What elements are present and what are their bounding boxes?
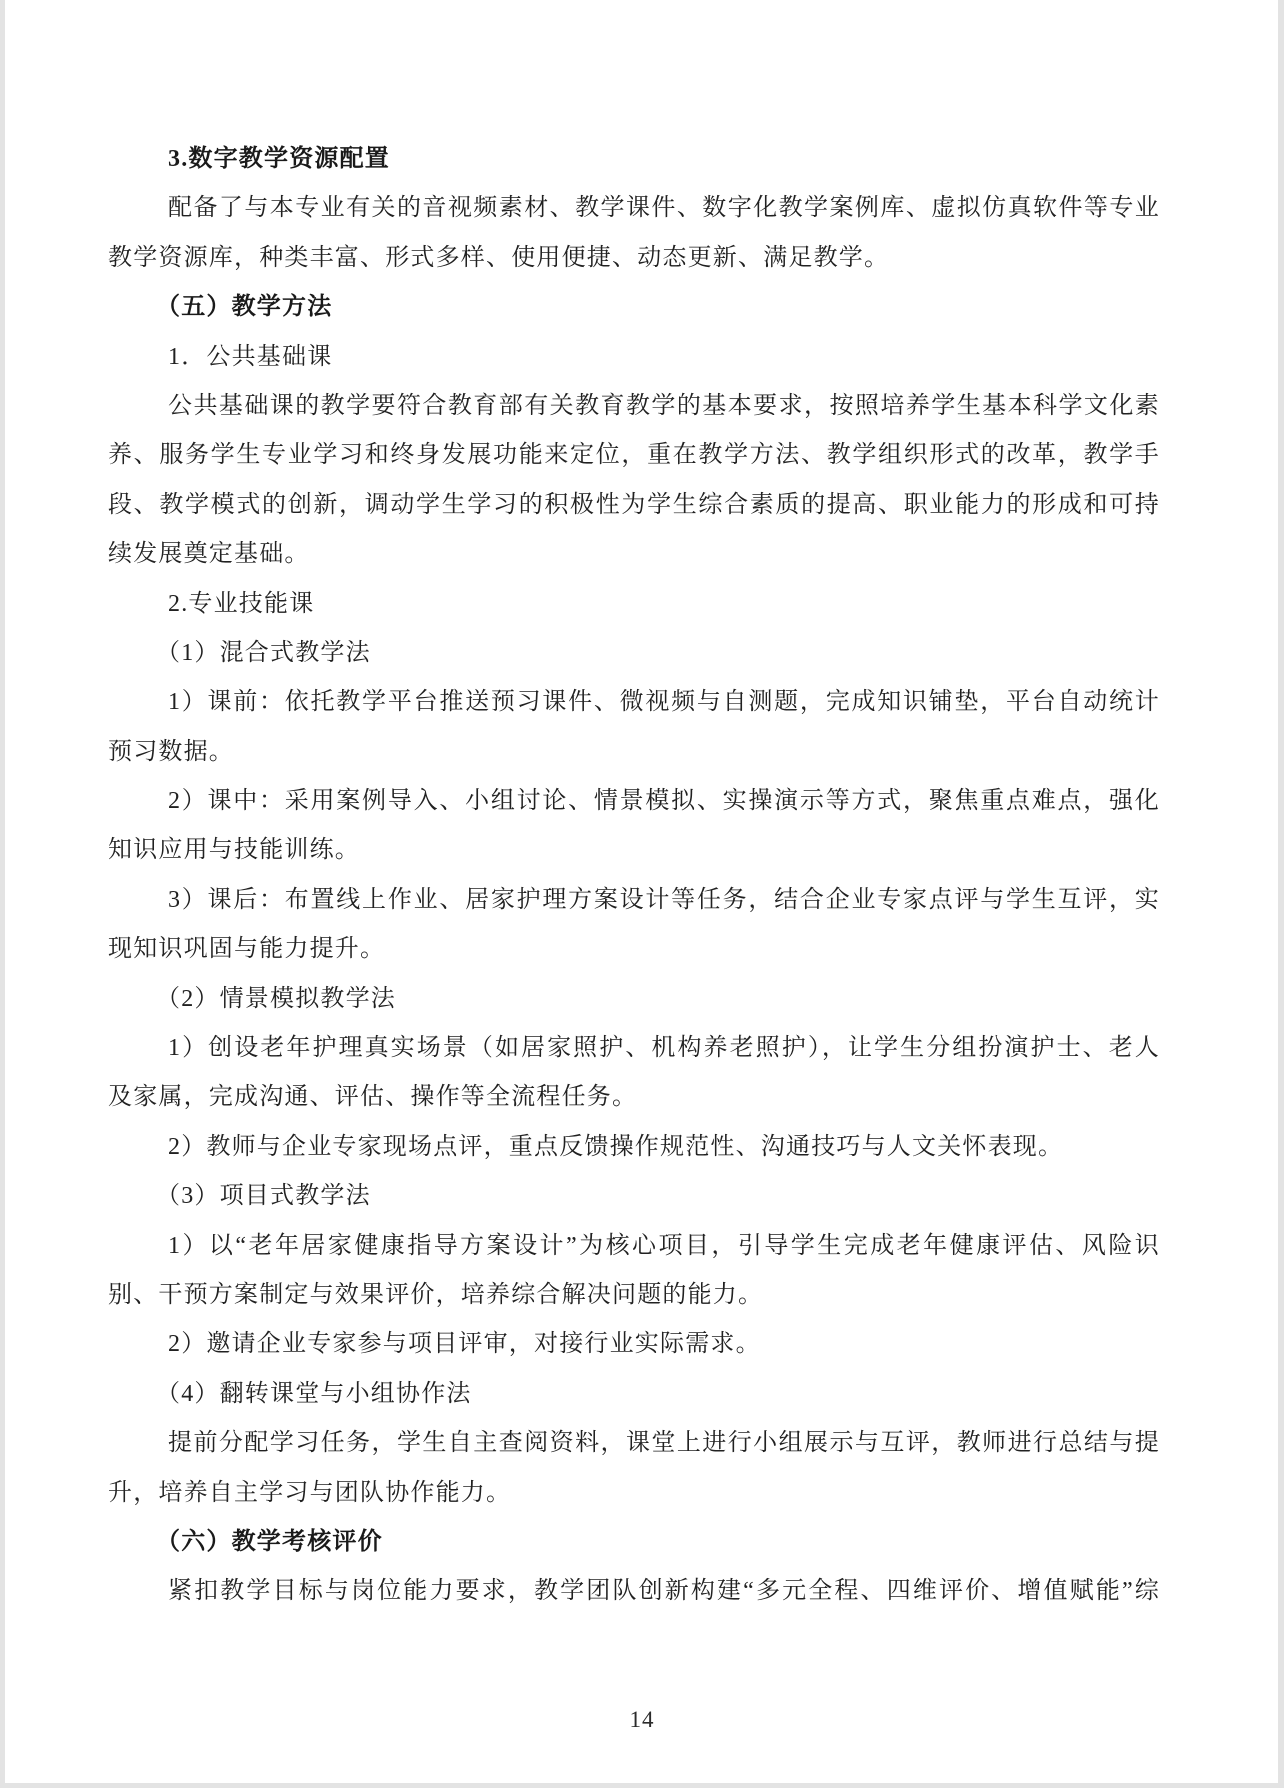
text-line: 别、干预方案制定与效果评价，培养综合解决问题的能力。 — [108, 1281, 764, 1308]
text-line: 1．公共基础课 — [168, 343, 333, 370]
text-line: 教学资源库，种类丰富、形式多样、使用便捷、动态更新、满足教学。 — [108, 244, 890, 271]
text-line: （1）混合式教学法 — [156, 639, 371, 666]
text-line: 养、服务学生专业学习和终身发展功能来定位，重在教学方法、教学组织形式的改革，教学手 — [108, 442, 1160, 469]
text-line: 1）创设老年护理真实场景（如居家照护、机构养老照护），让学生分组扮演护士、老人 — [168, 1035, 1160, 1062]
text-line: 2.专业技能课 — [168, 590, 315, 617]
text-line: 公共基础课的教学要符合教育部有关教育教学的基本要求，按照培养学生基本科学文化素 — [168, 392, 1160, 419]
text-line: 现知识巩固与能力提升。 — [108, 936, 386, 963]
text-line: 2）邀请企业专家参与项目评审，对接行业实际需求。 — [168, 1331, 761, 1358]
text-line: 预习数据。 — [108, 738, 234, 765]
page-content — [108, 135, 1160, 1617]
text-line: 3）课后：布置线上作业、居家护理方案设计等任务，结合企业专家点评与学生互评，实 — [168, 886, 1160, 913]
section-heading: （五）教学方法 — [156, 294, 333, 321]
section-heading: 3.数字教学资源配置 — [168, 146, 390, 172]
text-line: 段、教学模式的创新，调动学生学习的积极性为学生综合素质的提高、职业能力的形成和可持 — [108, 491, 1160, 518]
text-line: 提前分配学习任务，学生自主查阅资料，课堂上进行小组展示与互评，教师进行总结与提 — [168, 1430, 1160, 1457]
text-line: 1）以“老年居家健康指导方案设计”为核心项目，引导学生完成老年健康评估、风险识 — [168, 1232, 1160, 1259]
page-number: 14 — [629, 1707, 655, 1732]
text-line: （2）情景模拟教学法 — [156, 985, 396, 1012]
text-line: 2）教师与企业专家现场点评，重点反馈操作规范性、沟通技巧与人文关怀表现。 — [168, 1133, 1064, 1160]
text-line: 1）课前：依托教学平台推送预习课件、微视频与自测题，完成知识铺垫，平台自动统计 — [168, 689, 1160, 716]
page-edge-right — [1278, 0, 1284, 1788]
text-line: （3）项目式教学法 — [156, 1183, 371, 1210]
text-line: （4）翻转课堂与小组协作法 — [156, 1380, 472, 1407]
text-line: 2）课中：采用案例导入、小组讨论、情景模拟、实操演示等方式，聚焦重点难点，强化 — [168, 788, 1160, 815]
text-line: 升，培养自主学习与团队协作能力。 — [108, 1479, 512, 1506]
text-line: 紧扣教学目标与岗位能力要求，教学团队创新构建“多元全程、四维评价、增值赋能”综 — [168, 1578, 1160, 1605]
text-line: 及家属，完成沟通、评估、操作等全流程任务。 — [108, 1084, 638, 1111]
text-line: 配备了与本专业有关的音视频素材、教学课件、数字化教学案例库、虚拟仿真软件等专业 — [168, 195, 1160, 222]
section-heading: （六）教学考核评价 — [156, 1528, 383, 1555]
page-edge-left — [0, 0, 5, 1788]
text-line: 知识应用与技能训练。 — [108, 837, 360, 864]
page-edge-bottom — [0, 1783, 1284, 1788]
text-line: 续发展奠定基础。 — [108, 541, 310, 568]
